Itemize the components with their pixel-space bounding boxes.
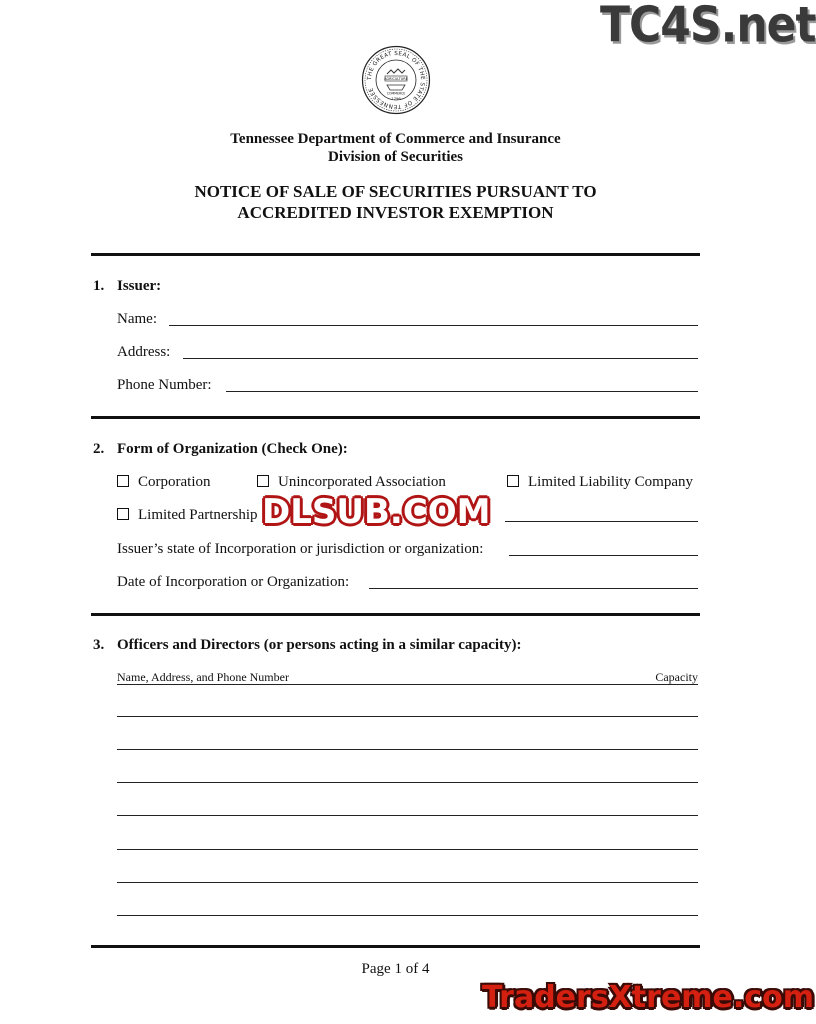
officer-entry-line[interactable] [117,849,698,850]
officer-entry-line[interactable] [117,749,698,750]
form-title-line1: NOTICE OF SALE OF SECURITIES PURSUANT TO [194,182,597,201]
section-divider [91,253,700,256]
section-divider [91,945,700,948]
section1-number: 1. [93,278,105,294]
column-header-capacity: Capacity [655,670,698,684]
issuer-address-label: Address: [117,344,171,360]
section-divider [91,416,700,419]
date-of-incorporation-label: Date of Incorporation or Organization: [117,574,350,590]
section1-heading: Issuer: [117,278,162,294]
section2-heading: Form of Organization (Check One): [117,441,348,457]
option-limited-partnership[interactable]: Limited Partnership [117,507,258,524]
issuer-name-label: Name: [117,311,157,327]
issuer-address-field[interactable] [183,358,698,359]
column-header-name-address-phone: Name, Address, and Phone Number [117,670,289,684]
column-header-underline [117,684,698,685]
issuer-phone-label: Phone Number: [117,377,212,393]
officer-entry-line[interactable] [117,782,698,783]
watermark-tradersxtreme: TradersXtreme.com [482,980,814,1015]
division-name: Division of Securities [328,149,463,165]
watermark-tc4s: TC4S.net [600,0,816,55]
form-title-line2: ACCREDITED INVESTOR EXEMPTION [237,203,554,222]
officer-entry-line[interactable] [117,882,698,883]
section3-number: 3. [93,637,105,653]
option-corporation[interactable]: Corporation [117,474,211,491]
state-of-incorporation-label: Issuer’s state of Incorporation or jurisdiction or organization: [117,541,484,557]
officer-entry-line[interactable] [117,716,698,717]
svg-text:1796: 1796 [391,96,401,101]
state-seal [361,45,431,115]
page-number: Page 1 of 4 [361,961,430,977]
checkbox-icon[interactable] [257,475,269,487]
other-organization-field[interactable] [505,521,698,522]
checkbox-icon[interactable] [117,508,129,520]
option-unincorporated-association[interactable]: Unincorporated Association [257,474,446,491]
checkbox-icon[interactable] [507,475,519,487]
checkbox-icon[interactable] [117,475,129,487]
section-divider [91,613,700,616]
svg-text:THE GREAT SEAL OF THE STATE OF: THE GREAT SEAL OF THE STATE OF TENNESSEE [366,50,426,110]
issuer-phone-field[interactable] [226,391,698,392]
department-name: Tennessee Department of Commerce and Insurance [230,131,561,147]
date-of-incorporation-field[interactable] [369,588,698,589]
svg-text:COMMERCE: COMMERCE [386,91,406,96]
state-of-incorporation-field[interactable] [509,555,698,556]
officer-entry-line[interactable] [117,815,698,816]
section2-number: 2. [93,441,105,457]
issuer-name-field[interactable] [169,325,698,326]
officer-entry-line[interactable] [117,915,698,916]
svg-text:AGRICULTURE: AGRICULTURE [384,77,408,81]
option-limited-liability-company[interactable]: Limited Liability Company [507,474,693,491]
watermark-dlsub: DLSUB.COM [262,492,491,532]
section3-heading: Officers and Directors (or persons acting in a similar capacity): [117,637,522,653]
